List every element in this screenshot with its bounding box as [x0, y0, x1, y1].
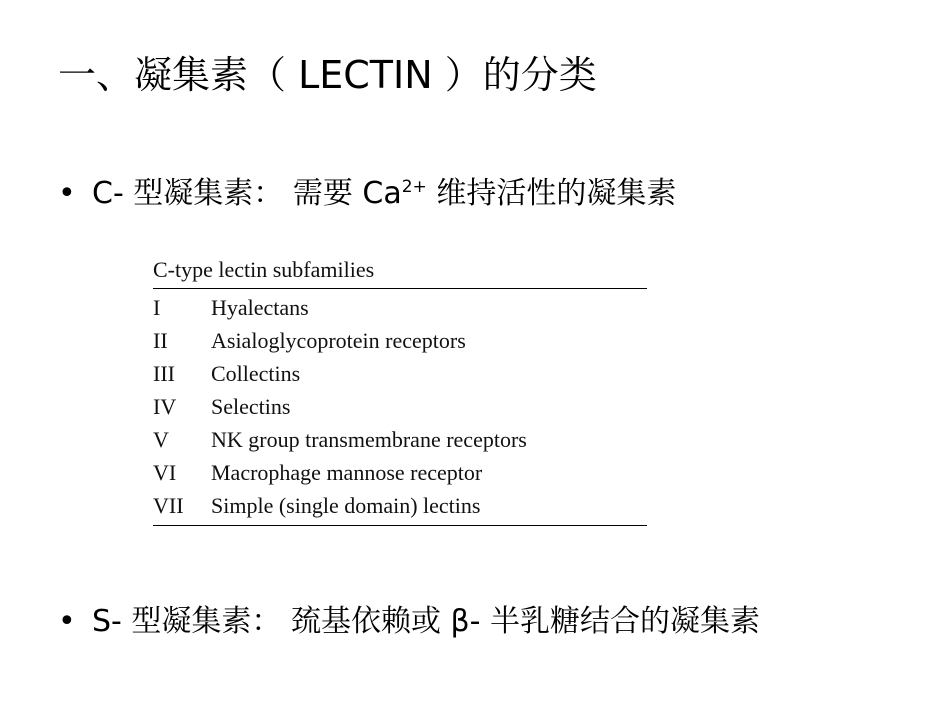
row-numeral: II: [153, 328, 168, 353]
superscript-charge: 2+: [401, 177, 427, 197]
row-subfamily: Hyalectans: [211, 295, 309, 320]
row-numeral: VII: [153, 493, 184, 518]
bullet-c-type: [58, 175, 676, 213]
row-numeral: V: [153, 427, 169, 452]
row-subfamily: Macrophage mannose receptor: [211, 460, 483, 485]
table-row: [153, 291, 647, 324]
table-body: [153, 289, 647, 526]
bullet-text-after: 维持活性的凝集素: [426, 176, 677, 211]
bullet-text-before: C- 型凝集素： 需要 Ca: [92, 176, 402, 211]
row-numeral: VI: [153, 460, 177, 485]
row-subfamily: NK group transmembrane receptors: [211, 427, 527, 452]
table-row: [153, 324, 647, 357]
row-subfamily: Collectins: [211, 361, 301, 386]
table-row: [153, 390, 647, 423]
table-row: [153, 357, 647, 390]
table-caption: C-type lectin subfamilies: [153, 253, 647, 289]
row-numeral: I: [153, 295, 161, 320]
table-row: [153, 489, 647, 522]
row-subfamily: Asialoglycoprotein receptors: [211, 328, 466, 353]
row-subfamily: Simple (single domain) lectins: [211, 493, 481, 518]
c-type-lectin-table: [153, 253, 647, 526]
row-numeral: III: [153, 361, 175, 386]
row-numeral: IV: [153, 394, 177, 419]
table-row: [153, 423, 647, 456]
row-subfamily: Selectins: [211, 394, 291, 419]
bullet-marker: •: [58, 604, 76, 639]
table-row: [153, 456, 647, 489]
bullet-text: S- 型凝集素： 巯基依赖或 β- 半乳糖结合的凝集素: [92, 604, 760, 639]
slide-title: 一、凝集素（ LECTIN ）的分类: [58, 53, 597, 97]
bullet-s-type: [58, 603, 760, 641]
bullet-marker: •: [58, 176, 76, 211]
